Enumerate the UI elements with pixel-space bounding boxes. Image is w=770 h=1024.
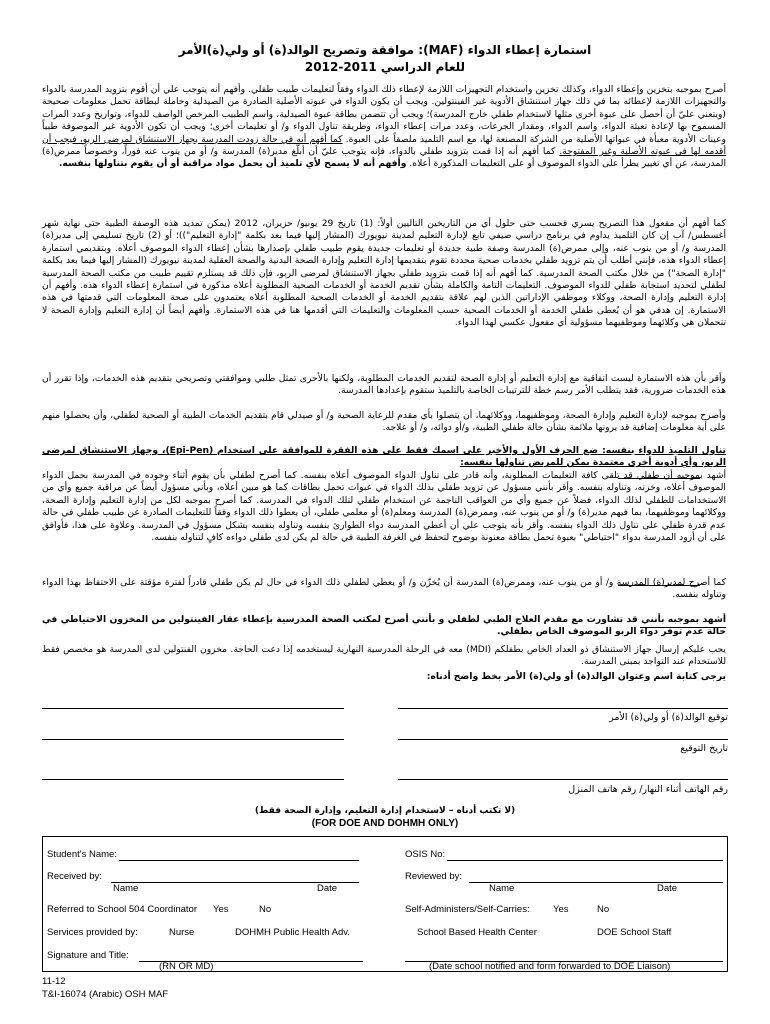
paragraph-ventolin-stock: أشهد بموجبه بأنني قد تشاورت مع مقدم العلاج الطبي لطفلي و بأنني أصرح لمكتب الصحة المدرسية بإعطاء عقار الفينتولين من المخزون الاحتياطي في حالة عدم توفر دواء الربو الموصوف الخاص بطفلي. [42, 614, 726, 638]
paragraph-mdi-note: يجب عليكم إرسال جهاز الاستنشاق ذو العداد الخاص بطفلكم (MDI) معه في الرحلة المدرسية النهارية ليستخدمه إذا دعت الحاجة. مخزون الفنتولين لدى المدرسة هو مخصص فقط للاستخدام عند التواجد بمبنى المدرسة. [42, 644, 726, 668]
parent-signature-line[interactable] [398, 708, 728, 709]
received-by-label: Received by: [47, 871, 102, 882]
paragraph-authorization-period: كما أفهم أن مفعول هذا التصريح يسري فحسب حتى حلول أي من التاريخين التاليين أولاً: (1) تاريخ 29 يونيو/ حزيران، 2012 (يمكن تمديد هذه الوصفة الطبية حتى نهاية شهر أغسطس/ آب إن كان التلميذ يداوم في برنامج دراسي صيفي تابع لإدارة التعليم لمدينة نيويورك (المشار إليها فيما بعد بكلمة "إدارة التعليم"))؛ أو (2) تاريخ تسليمي إلى مدير(ة) المدرسة و/ أو من ينوب عنه، وإلى ممرض(ة) المدرسة وصفة طبية جديدة أو تعليمات جديدة يقوم طبيب طفلي بإصدارها بشأن إعطاء الدواء الموصوف أعلاه. وبتقديمي استمارة إعطاء الدواء هذه، فإنني أطلب أن يتم تزويد طفلي بخدمات صحية محددة تقوم بتقديمها إدارة التعليم وإدارة الصحة البدنية والصحة العقلية لمدينة نيويورك (المشار إليها فيما بعد بكلمة "إدارة الصحة") من خلال مكتب الصحة المدرسية. كما أفهم أنه إذا قمت بتزويد طفلي بجهاز الاستنشاق لمرضى الربو، فإن ذلك قد يستلزم تقييم طبيب من مكتب الصحة المدرسية لطفلي لتحديد استجابة طفلي للدواء الموصوف. التعليمات التامة والكاملة بشأن تقديم الخدمة أو الخدمات الصحية المطلوبة أعلاه مذكورة في استمارة إعطاء الدواء هذه. وأفهم أن إدارة التعليم وإدارة الصحة، ووكلاء وموظفي الإداراتين الذين لهم علاقة بتقديم الخدمة أو الخدمات الصحية المطلوبة أعلاه يعتمدون على صحة المعلومات التي قدمتها في هذه الاستمارة. إن هدفي هو أن يُعطى طفلي الخدمة أو الخدمات الصحية حسب المعلومات والتعليمات التي أقدمها هنا في هذه الاستمارة. وأفهم أيضاً أن إدارة التعليم وإدارة الصحة لا تتحملان هي وكلائهما وموظفيهما مسؤولية أي مفعول عكسي لهذا الدواء. [42, 218, 726, 329]
phone-line[interactable] [398, 779, 728, 780]
reviewed-name-caption: Name [489, 883, 515, 894]
office-use-note: (لا تكتب أدناه – لاستخدام إدارة التعليم، وإدارة الصحة فقط) [254, 806, 516, 816]
self-admin-no-option[interactable]: No [597, 904, 610, 915]
address-line-2[interactable] [42, 779, 344, 780]
parent-signature-label: توقيع الوالد(ة) أو ولي(ة) الأمر [609, 712, 728, 723]
received-date-caption: Date [317, 883, 338, 894]
osis-field[interactable] [447, 860, 723, 861]
office-use-box [42, 836, 728, 972]
phone-label: رقم الهاتف أثناء النهار/ رقم هاتف المنزل [568, 784, 728, 795]
paragraph-contact-providers: وأصرح بموجبه لإدارة التعليم وإدارة الصحة، وموظفيهما، ووكلائهما، أن يتصلوا بأي مقدم للرعاية الصحية و/ أو صيدلي قام بتقديم الخدمات الطبية أو الصحية لطفلي، وأن يحصلوا منهم على أية معلومات إضافية قد يرونها ملائمة بشأن حالة طفلي الطبية، و/أو دوائه، و/ أو علاجه. [42, 410, 726, 434]
address-line-1[interactable] [42, 739, 344, 740]
print-name-instruction: يرجى كتابة اسم وعنوان الوالد(ة) أو ولي(ة) الأمر بخط واضح أدناه: [426, 671, 726, 682]
form-code-year: 11-12 [42, 976, 66, 987]
school-year: للعام الدراسي 2011-2012 [304, 60, 466, 74]
paragraph-self-administration: أشهد بموجبه أن طفلي قد تلقى كافة التعليمات المطلوبة، وأنه قادر على تناول الدواء الموصوف أعلاه بنفسه. كما أصرح لطفلي بأن يقوم أثناء وجوده في المدرسة بحمل الدواء الموصوف أعلاه، وخزنه، وتناوله بنفسه. وأقر بأنني مسؤول عن تزويد طفلي بذلك الدواء في عبوات تحمل بطاقات كما هو مبين أعلاه، وبأني مسؤول أيضاً عن مراقبة جميع وأي من الاستخدامات للطفلي لذلك الدواء، فضلاً عن جميع وأي من العواقب الناجمة عن استخدام طفلي لتلك الدواء في المدرسة. كما أصرح بموجبه لكل من إدارة التعليم وإدارة الصحة، ووكلائهما وموظفيهما، بما فيهم مدير(ة) و/ أو من ينوب عنه، وممرض(ة) المدرسة ومعلم(ة) أو معلمي طفلي، أن يعطوا ذلك الدواء وفقاً للتعليمات الصادرة عن طبيب طفلي في حالة عدم قدرة طفلي على تناول ذلك الدواء بنفسه. وأقر بأنه يتوجب علي أن أعطي المدرسة دواء الطوارئ بنفسه وتناوله بنفسه بشكل مسؤول في المدرسة. وعلاوة على هذا، فأوافق على أن أزود المدرسة بدواء "احتياطي" بعبوة تحمل بطاقة معنونة بوضوح لتحفظ في الغرفة الطبية في حالة لم يكن لدى طفلي دواءه كافٍ لتناوله بنفسه. [42, 470, 726, 544]
signature-date-label: تاريخ التوقيع [680, 743, 728, 754]
doe-staff-option[interactable]: DOE School Staff [597, 927, 672, 938]
services-provided-label: Services provided by: [47, 927, 138, 938]
signature-date-line[interactable] [398, 739, 728, 740]
nurse-option[interactable]: Nurse [169, 927, 195, 938]
received-name-caption: Name [113, 883, 139, 894]
paragraph-not-agreement: وأقر بأن هذه الاستمارة ليست اتفاقية مع إدارة التعليم أو إدارة الصحة لتقديم الخدمات المطلوبة، ولكنها بالأحرى تمثل طلبي وموافقتي وتصريحي بتقديم هذه الخدمات، وإذا تقرر أن هذه الخدمات ضرورية، فقد يتطلب الأمر رسم خطة للترتيبات الخاصة بالتلميذ ستقوم بإعدادها المدرسة. [42, 373, 726, 397]
self-administration-heading: تناول التلميذ للدواء بنفسه: ضع الحرف الأول والأخير على اسمك فقط على هذه الفقرة للموافقة على استخدام (Epi-Pen)، وجهاز الاستنشاق لمرضى الربو، وأي أدوية أخرى معتمدة يمكن للمريض تناولها بنفسه: [42, 445, 726, 469]
date-notified-caption: (Date school notified and form forwarded to DOE Liaison) [429, 961, 671, 972]
signature-title-label: Signature and Title: [47, 950, 129, 961]
referred-504-label: Referred to School 504 Coordinator [47, 904, 197, 915]
self-admin-label: Self-Administers/Self-Carries: [405, 904, 530, 915]
reviewed-by-label: Reviewed by: [405, 871, 463, 882]
students-name-field[interactable] [119, 860, 359, 861]
referred-no-option[interactable]: No [259, 904, 272, 915]
parent-name-line[interactable] [42, 708, 344, 709]
paragraph-store-administer: كما أصرح لمدير(ة) المدرسة و/ أو من ينوب عنه، وممرض(ة) المدرسة أن يُخزّن و/ أو يعطي لطفلي ذلك الدواء في حال لم يكن طفلي قادراً لفترة مؤقتة على الاحتفاظ بهذا الدواء وتناوله بنفسه. [42, 577, 726, 601]
dohmh-option[interactable]: DOHMH Public Health Adv. [235, 927, 350, 938]
form-code: T&I-16074 (Arabic) OSH MAF [42, 989, 169, 1000]
rn-or-md-caption: (RN OR MD) [159, 961, 214, 972]
students-name-label: Student's Name: [47, 849, 117, 860]
referred-yes-option[interactable]: Yes [213, 904, 229, 915]
osis-label: OSIS No: [405, 849, 446, 860]
school-based-option[interactable]: School Based Health Center [417, 927, 537, 938]
form-title: استمارة إعطاء الدواء (MAF): موافقة وتصريح الوالد(ة) أو ولي(ة)الأمر [178, 43, 592, 57]
for-doe-label: (FOR DOE AND DOHMH ONLY) [311, 818, 459, 829]
self-admin-yes-option[interactable]: Yes [553, 904, 569, 915]
paragraph-storage-consent: أصرح بموجبه بتخزين وإعطاء الدواء، وكذلك تخزين واستخدام التجهيزات اللازمة لإعطاء ذلك الدواء وفقاً لتعليمات طبيب طفلي. وأفهم أنه يتوجب علي أن أقوم بتزويد المدرسة بالدواء والتجهيزات اللازمة لإعطائه بما في ذلك جهاز استنشاق الأدوية غير الفينتولين. ويجب أن يكون الدواء في عبوته الأصلية الصادرة من الصيدلية وحاملة لبطاقة تحمل معلومات صحيحة (ويتعني عليّ أن أحصل على عبوة أخرى مثلها لاستخدام طفلي خارج المدرسة)؛ ويجب أن تتضمن بطاقة عبوة الصيدلية، واسم الطبيب المرخص الواصف للدواء، وتواريخ وعدد المرات المسموح بها لإعادة تعبئة الدواء، واسم الدواء، ومقدار الجرعات، وعدد مرات إعطاء الدواء، وطريقة تناول الدواء و/ أو تعليمات أخرى؛ ويجب أن تكون الأدوية غير الموصوفة طبياً وعينات الأدوية معبأة في عبواتها الأصلية من الشركة المصنعة لها، مع اسم التلميذ ملصقاً على العبوة. كما أفهم أنه في حالة زودت المدرسة بجهاز الاستنشاق لمرضى الربو، فيجب أن أقدمه لها في عبوته الأصلية وغير المفتوحة. كما أفهم أنه إذا قمت بتزويد طفلي بالدواء، فإنه يتوجب عليّ أن أبلّغ مدير(ة) المدرسة و/ أو من ينوب عنه فوراً، وخصوصاً ممرض(ة) المدرسة، عن أي تغيير يطرأ على الدواء الموصوف أو على التعليمات المذكورة أعلاه. وأفهم أنه لا يسمح لأي تلميذ أن يحمل مواد مراقبة أو أن يقوم بتناولها بنفسه. [42, 84, 727, 170]
reviewed-date-caption: Date [657, 883, 678, 894]
